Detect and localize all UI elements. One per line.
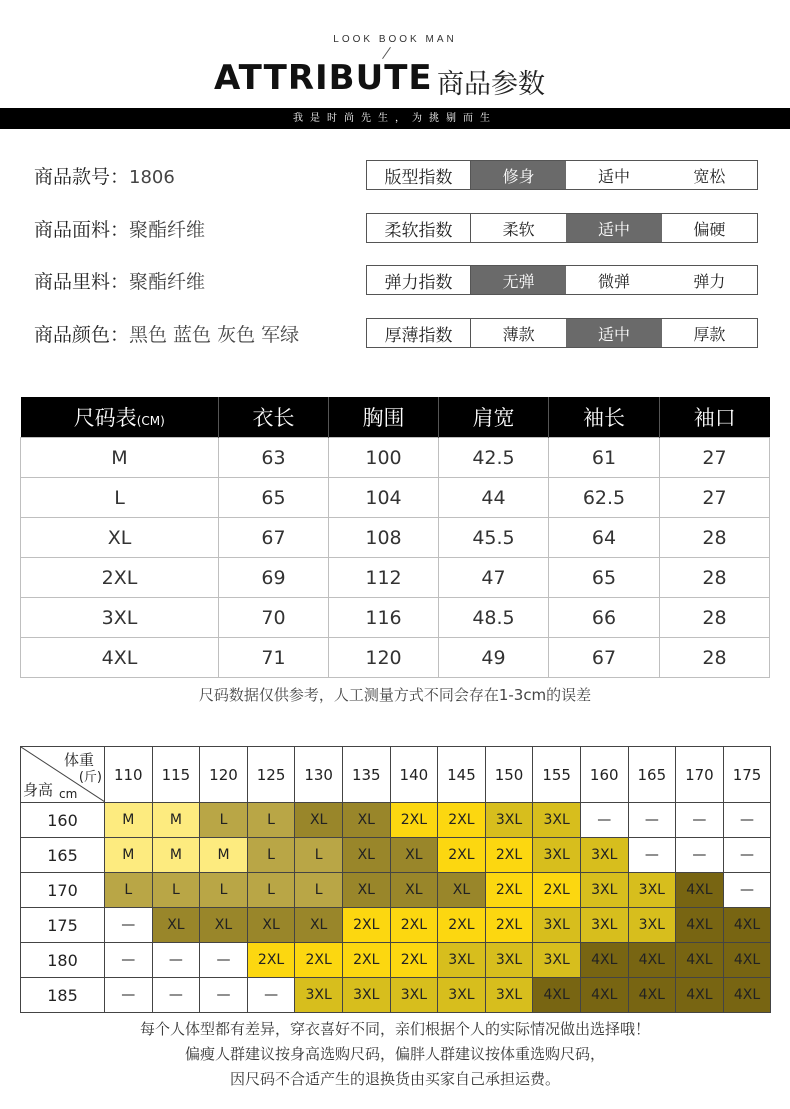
recommended-size-cell: 3XL [342,978,390,1013]
measurement-cell: 64 [549,518,660,558]
info-row-fabric [34,215,205,242]
info-label: 商品款号： [34,166,130,188]
corner-height-label: 身高 [23,781,54,799]
recommended-size-cell: 4XL [533,978,581,1013]
corner-height-unit: cm [59,787,78,801]
measurement-cell: 112 [329,558,439,598]
column-header: 胸围 [329,397,439,438]
measurement-cell: 27 [660,478,770,518]
recommended-size-cell: XL [247,908,295,943]
column-header: 袖长 [549,397,660,438]
size-table [20,397,770,678]
lookbook-label: LOOK BOOK MAN [333,34,457,45]
weight-header-cell: 130 [295,747,343,803]
recommended-size-cell: 4XL [676,943,724,978]
info-row-lining [34,267,205,294]
fit-note-line: 因尺码不合适产生的退换货由买家自己承担运费。 [229,1070,560,1088]
recommended-size-cell: — [105,943,153,978]
weight-header-cell: 125 [247,747,295,803]
index-option: 偏硬 [693,219,726,239]
info-value: 聚酯纤维 [129,219,206,241]
recommended-size-cell: — [580,803,628,838]
index-title: 版型指数 [367,161,471,189]
recommended-size-cell: 4XL [580,978,628,1013]
recommended-size-cell: XL [438,873,486,908]
recommended-size-cell: M [105,803,153,838]
measurement-cell: 49 [439,638,549,678]
size-label-cell: M [21,438,219,478]
measurement-cell: 120 [329,638,439,678]
index-option: 宽松 [693,166,726,186]
index-option: 弹力 [693,271,726,291]
recommended-size-cell: 2XL [485,873,533,908]
height-row [21,838,771,873]
recommended-size-cell: XL [295,803,343,838]
height-cell: 185 [21,978,105,1013]
info-value: 1806 [129,167,175,188]
size-label-cell: L [21,478,219,518]
size-header-title: 尺码表(CM) [21,397,219,438]
recommended-size-cell: XL [390,838,438,873]
recommended-size-cell: 2XL [438,803,486,838]
recommended-size-cell: XL [390,873,438,908]
weight-header-cell: 110 [105,747,153,803]
recommended-size-cell: — [676,803,724,838]
recommended-size-cell: 3XL [580,908,628,943]
measurement-cell: 100 [329,438,439,478]
recommended-size-cell: XL [152,908,200,943]
title-english: ATTRIBUTE [214,58,433,98]
measurement-cell: 28 [660,638,770,678]
measurement-cell: 65 [219,478,329,518]
recommended-size-cell: M [152,838,200,873]
recommended-size-cell: XL [342,803,390,838]
thickness-index [366,318,758,348]
size-label-cell: 3XL [21,598,219,638]
recommended-size-cell: 4XL [723,978,771,1013]
index-title: 弹力指数 [367,266,471,294]
recommended-size-cell: L [247,803,295,838]
size-note: 尺码数据仅供参考，人工测量方式不同会存在1-3cm的误差 [198,686,592,704]
recommended-size-cell: L [152,873,200,908]
recommended-size-cell: M [105,838,153,873]
table-row [21,438,770,478]
recommended-size-cell: — [200,978,248,1013]
info-row-style-number [34,162,175,189]
size-label-cell: 2XL [21,558,219,598]
recommended-size-cell: 3XL [485,803,533,838]
measurement-cell: 62.5 [549,478,660,518]
recommended-size-cell: XL [200,908,248,943]
height-cell: 180 [21,943,105,978]
recommended-size-cell: M [200,838,248,873]
recommended-size-cell: 2XL [485,908,533,943]
corner-weight-label: 体重 [63,751,94,769]
recommended-size-cell: 3XL [580,873,628,908]
weight-header-cell: 120 [200,747,248,803]
measurement-cell: 61 [549,438,660,478]
info-label: 商品颜色： [34,324,130,346]
recommended-size-cell: 2XL [247,943,295,978]
measurement-cell: 104 [329,478,439,518]
recommended-size-cell: XL [342,838,390,873]
table-row [21,518,770,558]
height-row [21,978,771,1013]
measurement-cell: 108 [329,518,439,558]
recommended-size-cell: — [152,943,200,978]
index-option: 薄款 [502,324,535,344]
weight-header-cell: 145 [438,747,486,803]
measurement-cell: 63 [219,438,329,478]
recommended-size-cell: — [105,908,153,943]
title-chinese: 商品参数 [437,69,545,100]
slogan-bar: 我是时尚先生，为挑剔而生 [0,108,790,129]
corner-weight-unit: (斤) [78,770,102,785]
recommended-size-cell: L [295,873,343,908]
column-header: 肩宽 [439,397,549,438]
measurement-cell: 70 [219,598,329,638]
recommended-size-cell: L [105,873,153,908]
info-value: 黑色 蓝色 灰色 军绿 [129,324,300,346]
index-option: 适中 [566,214,661,242]
recommended-size-cell: 2XL [295,943,343,978]
table-row [21,598,770,638]
index-option: 修身 [471,161,566,189]
measurement-cell: 42.5 [439,438,549,478]
measurement-cell: 44 [439,478,549,518]
info-row-colors [34,320,299,347]
softness-index [366,213,758,243]
recommended-size-cell: 3XL [533,803,581,838]
recommended-size-cell: L [200,803,248,838]
recommended-size-cell: — [628,838,676,873]
weight-header-cell: 170 [676,747,724,803]
height-row [21,803,771,838]
recommended-size-cell: 3XL [628,908,676,943]
table-row [21,558,770,598]
recommended-size-cell: 3XL [580,838,628,873]
measurement-cell: 67 [219,518,329,558]
info-label: 商品里料： [34,271,130,293]
recommended-size-cell: 3XL [438,978,486,1013]
recommended-size-cell: 3XL [438,943,486,978]
recommended-size-cell: — [723,803,771,838]
height-row [21,873,771,908]
height-row [21,908,771,943]
recommended-size-cell: L [200,873,248,908]
weight-header-cell: 155 [533,747,581,803]
recommended-size-cell: 3XL [533,838,581,873]
recommended-size-cell: 3XL [485,978,533,1013]
weight-header-cell: 160 [580,747,628,803]
recommended-size-cell: XL [295,908,343,943]
weight-header-row [21,747,771,803]
size-recommendation-table [20,746,771,1013]
measurement-cell: 45.5 [439,518,549,558]
measurement-cell: 66 [549,598,660,638]
index-option: 柔软 [502,219,535,239]
size-label-cell: 4XL [21,638,219,678]
measurement-cell: 28 [660,518,770,558]
recommended-size-cell: — [628,803,676,838]
weight-header-cell: 150 [485,747,533,803]
recommended-size-cell: 4XL [676,978,724,1013]
recommended-size-cell: 2XL [390,908,438,943]
recommended-size-cell: L [247,838,295,873]
recommended-size-cell: 4XL [723,943,771,978]
recommended-size-cell: 3XL [628,873,676,908]
recommended-size-cell: — [200,943,248,978]
measurement-cell: 47 [439,558,549,598]
recommended-size-cell: 3XL [533,943,581,978]
fit-note-line: 偏瘦人群建议按身高选购尺码，偏胖人群建议按体重选购尺码， [184,1045,605,1063]
height-cell: 170 [21,873,105,908]
recommended-size-cell: 3XL [485,943,533,978]
recommended-size-cell: — [152,978,200,1013]
recommended-size-cell: XL [342,873,390,908]
recommended-size-cell: — [247,978,295,1013]
measurement-cell: 27 [660,438,770,478]
recommended-size-cell: 4XL [628,978,676,1013]
table-row [21,638,770,678]
measurement-cell: 71 [219,638,329,678]
recommended-size-cell: 4XL [723,908,771,943]
index-option: 厚款 [693,324,726,344]
recommended-size-cell: M [152,803,200,838]
index-title: 柔软指数 [367,214,471,242]
weight-header-cell: 135 [342,747,390,803]
recommended-size-cell: — [105,978,153,1013]
column-header: 衣长 [219,397,329,438]
table-row [21,478,770,518]
height-cell: 165 [21,838,105,873]
recommended-size-cell: 2XL [438,838,486,873]
size-table-header [21,397,770,438]
index-option: 微弹 [597,271,630,291]
weight-header-cell: 115 [152,747,200,803]
info-label: 商品面料： [34,219,130,241]
recommended-size-cell: 3XL [533,908,581,943]
recommended-size-cell: 3XL [295,978,343,1013]
recommended-size-cell: 4XL [676,873,724,908]
recommended-size-cell: 2XL [342,943,390,978]
recommended-size-cell: 2XL [390,943,438,978]
weight-header-cell: 175 [723,747,771,803]
index-option: 适中 [597,166,630,186]
weight-header-cell: 140 [390,747,438,803]
recommended-size-cell: 3XL [390,978,438,1013]
recommended-size-cell: 4XL [676,908,724,943]
measurement-cell: 69 [219,558,329,598]
corner-cell [21,747,105,803]
info-value: 聚酯纤维 [129,271,206,293]
height-row [21,943,771,978]
measurement-cell: 48.5 [439,598,549,638]
measurement-cell: 28 [660,598,770,638]
measurement-cell: 28 [660,558,770,598]
size-label-cell: XL [21,518,219,558]
column-header: 袖口 [660,397,770,438]
height-cell: 160 [21,803,105,838]
recommended-size-cell: — [723,838,771,873]
recommended-size-cell: 2XL [390,803,438,838]
height-cell: 175 [21,908,105,943]
recommended-size-cell: 2XL [438,908,486,943]
measurement-cell: 116 [329,598,439,638]
weight-header-cell: 165 [628,747,676,803]
index-title: 厚薄指数 [367,319,471,347]
fit-index [366,160,758,190]
recommended-size-cell: 2XL [485,838,533,873]
recommended-size-cell: L [247,873,295,908]
recommended-size-cell: L [295,838,343,873]
recommended-size-cell: 2XL [342,908,390,943]
recommended-size-cell: 2XL [533,873,581,908]
recommended-size-cell: — [723,873,771,908]
recommended-size-cell: — [676,838,724,873]
fit-note-line: 每个人体型都有差异，穿衣喜好不同，亲们根据个人的实际情况做出选择哦！ [139,1020,650,1038]
recommended-size-cell: 4XL [580,943,628,978]
measurement-cell: 65 [549,558,660,598]
index-option: 适中 [566,319,661,347]
elasticity-index [366,265,758,295]
index-option: 无弹 [471,266,566,294]
measurement-cell: 67 [549,638,660,678]
recommended-size-cell: 4XL [628,943,676,978]
